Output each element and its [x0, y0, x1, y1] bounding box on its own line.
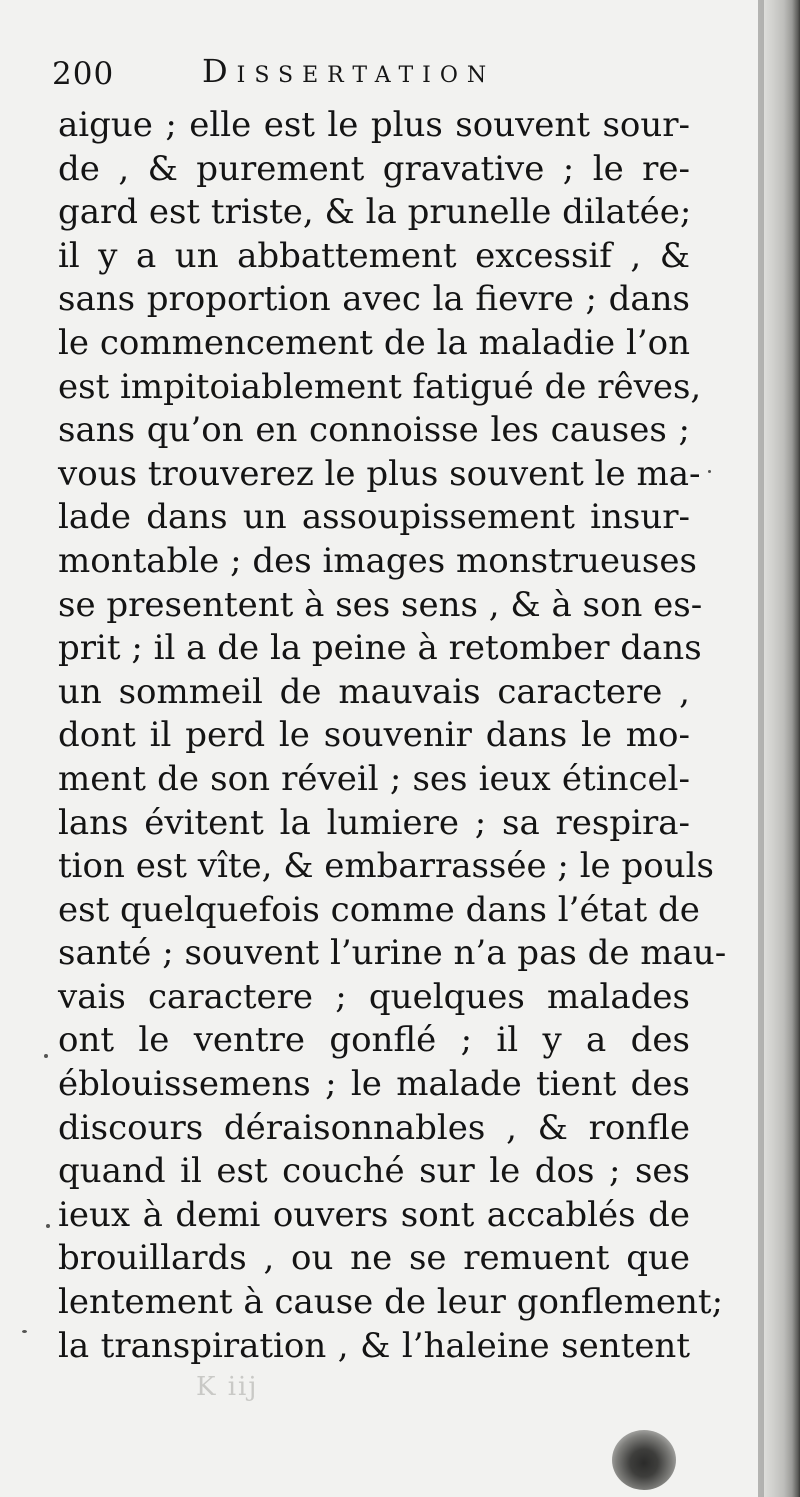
- text-line: santé ; souvent l’urine n’a pas de mau-: [58, 933, 727, 974]
- text-line: ment de son réveil ; ses ieux étincel-: [58, 758, 690, 799]
- ink-speck: [44, 1054, 48, 1058]
- text-line: est impitoiablement fatigué de rêves,: [58, 366, 702, 407]
- text-line: le commencement de la maladie l’on: [58, 322, 690, 363]
- text-line: lade dans un assoupissement insur-: [58, 497, 690, 538]
- text-line: ont le ventre gonflé ; il y a des: [58, 1020, 690, 1061]
- text-line: gard est triste, & la prunelle dilatée;: [58, 192, 692, 233]
- text-line: éblouissemens ; le malade tient des: [58, 1064, 690, 1105]
- text-line: dont il perd le souvenir dans le mo-: [58, 715, 690, 756]
- page-edge: [758, 0, 800, 1497]
- text-line: de , & purement gravative ; le re-: [58, 148, 690, 189]
- text-line: sans qu’on en connoisse les causes ;: [58, 410, 690, 451]
- text-line: discours déraisonnables , & ronfle: [58, 1107, 690, 1148]
- ink-smudge: [612, 1430, 676, 1490]
- text-line: brouillards , ou ne se remuent que: [58, 1238, 690, 1279]
- text-line: sans proportion avec la fievre ; dans: [58, 279, 690, 320]
- text-line: vais caractere ; quelques malades: [58, 976, 690, 1017]
- page-edge-strip: [758, 0, 764, 1497]
- text-line: montable ; des images monstrueuses: [58, 540, 697, 581]
- text-line: se presentent à ses sens , & à son es-: [58, 584, 703, 625]
- text-line: un sommeil de mauvais caractere ,: [58, 671, 690, 712]
- text-line: aigue ; elle est le plus souvent sour-: [58, 105, 690, 145]
- text-line: prit ; il a de la peine à retomber dans: [58, 628, 702, 669]
- text-line: il y a un abbattement excessif , &: [58, 235, 690, 276]
- text-line: vous trouverez le plus souvent le ma-: [58, 453, 701, 494]
- body-text: [58, 104, 727, 1368]
- text-line: lentement à cause de leur gonflement;: [58, 1282, 724, 1323]
- text-line: ieux à demi ouvers sont accablés de: [58, 1194, 690, 1235]
- page-number: 200: [52, 56, 115, 92]
- signature-mark: K iij: [196, 1372, 259, 1402]
- text-line: est quelquefois comme dans l’état de: [58, 889, 700, 930]
- page-header: [52, 52, 732, 100]
- running-title: Dissertation: [202, 52, 496, 90]
- text-line: tion est vîte, & embarrassée ; le pouls: [58, 846, 714, 887]
- ink-speck: [46, 1224, 50, 1228]
- text-line: quand il est couché sur le dos ; ses: [58, 1151, 690, 1192]
- text-line: lans évitent la lumiere ; sa respira-: [58, 802, 690, 843]
- ink-speck: [708, 470, 711, 473]
- text-line: la transpiration , & l’haleine sentent: [58, 1325, 690, 1366]
- ink-speck: [22, 1330, 27, 1333]
